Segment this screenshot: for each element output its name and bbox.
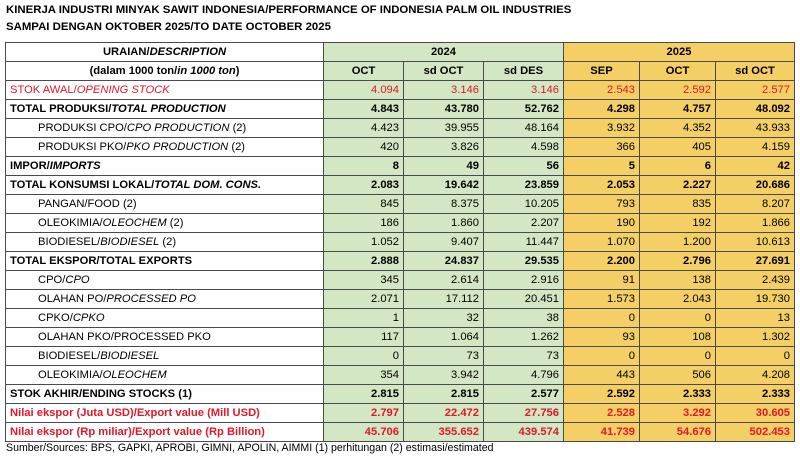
row-label: CPKO/CPKO (6, 309, 324, 328)
cell-2024-sd-oct: 1.860 (404, 214, 484, 233)
cell-2024-sd-oct: 22.472 (404, 404, 484, 423)
cell-2024-sd-oct: 43.780 (404, 100, 484, 119)
cell-2025-oct: 192 (640, 214, 716, 233)
row-imports (6, 157, 795, 176)
cell-2025-oct: 405 (640, 138, 716, 157)
cell-2024-sd-oct: 39.955 (404, 119, 484, 138)
cell-2025-sd-oct: 8.207 (716, 195, 795, 214)
row-total-production (6, 100, 795, 119)
cell-2025-sep: 3.932 (564, 119, 640, 138)
cell-2024-oct: 2.888 (324, 252, 404, 271)
cell-2025-oct: 506 (640, 366, 716, 385)
cell-2025-oct: 2.796 (640, 252, 716, 271)
report-subtitle: SAMPAI DENGAN OKTOBER 2025/TO DATE OCTOBER 2025 (6, 21, 331, 33)
cell-2024-sd-oct: 3.942 (404, 366, 484, 385)
row-total-domestic-consumption (6, 176, 795, 195)
row-label: Nilai ekspor (Rp miliar)/Export value (Rp Billion) (6, 423, 324, 442)
cell-2024-sd-oct: 3.146 (404, 81, 484, 100)
cell-2024-oct: 1 (324, 309, 404, 328)
cell-2024-sd-des: 1.262 (484, 328, 564, 347)
cell-2025-sep: 2.592 (564, 385, 640, 404)
cell-2025-sep: 41.739 (564, 423, 640, 442)
cell-2025-oct: 4.352 (640, 119, 716, 138)
cell-2024-sd-oct: 9.407 (404, 233, 484, 252)
cell-2024-oct: 8 (324, 157, 404, 176)
cell-2025-oct: 0 (640, 347, 716, 366)
row-label: TOTAL KONSUMSI LOKAL/TOTAL DOM. CONS. (6, 176, 324, 195)
cell-2025-oct: 138 (640, 271, 716, 290)
cell-2024-oct: 2.083 (324, 176, 404, 195)
cell-2024-sd-oct: 24.837 (404, 252, 484, 271)
cell-2024-sd-des: 2.577 (484, 385, 564, 404)
cell-2025-oct: 2.227 (640, 176, 716, 195)
cell-2025-sep: 366 (564, 138, 640, 157)
cell-2024-oct: 186 (324, 214, 404, 233)
cell-2024-sd-oct: 2.614 (404, 271, 484, 290)
cell-2024-sd-des: 4.598 (484, 138, 564, 157)
cell-2024-oct: 845 (324, 195, 404, 214)
row-label: BIODIESEL/BIODIESEL (2) (6, 233, 324, 252)
cell-2025-oct: 2.592 (640, 81, 716, 100)
cell-2025-sd-oct: 48.092 (716, 100, 795, 119)
cell-2025-oct: 3.292 (640, 404, 716, 423)
row-label: TOTAL PRODUKSI/TOTAL PRODUCTION (6, 100, 324, 119)
cell-2024-sd-oct: 8.375 (404, 195, 484, 214)
row-label: TOTAL EKSPOR/TOTAL EXPORTS (6, 252, 324, 271)
sources-footnote: Sumber/Sources: BPS, GAPKI, APROBI, GIMNI, APOLIN, AIMMI (1) perhitungan (2) estimasi/estimated (6, 442, 494, 454)
cell-2024-oct: 2.797 (324, 404, 404, 423)
cell-2025-sd-oct: 30.605 (716, 404, 795, 423)
cell-2024-sd-oct: 3.826 (404, 138, 484, 157)
cell-2025-oct: 54.676 (640, 423, 716, 442)
row-label: STOK AWAL/OPENING STOCK (6, 81, 324, 100)
row-export-value-usd (6, 404, 795, 423)
row-label: OLAHAN PKO/PROCESSED PKO (6, 328, 324, 347)
cell-2025-sep: 1.573 (564, 290, 640, 309)
cell-2025-sd-oct: 4.208 (716, 366, 795, 385)
cell-2024-oct: 420 (324, 138, 404, 157)
cell-2025-oct: 835 (640, 195, 716, 214)
row-opening-stock (6, 81, 795, 100)
cell-2024-oct: 0 (324, 347, 404, 366)
col-header-2025-sep: SEP (564, 62, 640, 81)
cell-2025-sep: 0 (564, 309, 640, 328)
row-label: BIODIESEL/BIODIESEL (6, 347, 324, 366)
cell-2024-sd-oct: 1.064 (404, 328, 484, 347)
report-title: KINERJA INDUSTRI MINYAK SAWIT INDONESIA/PERFORMANCE OF INDONESIA PALM OIL INDUSTRIES (6, 4, 572, 16)
cell-2025-sep: 2.053 (564, 176, 640, 195)
cell-2024-sd-des: 2.916 (484, 271, 564, 290)
cell-2024-sd-des: 3.146 (484, 81, 564, 100)
year-2025-header: 2025 (564, 43, 795, 62)
cell-2024-sd-des: 4.796 (484, 366, 564, 385)
row-label: IMPOR/IMPORTS (6, 157, 324, 176)
row-ending-stocks (6, 385, 795, 404)
cell-2025-sd-oct: 502.453 (716, 423, 795, 442)
cell-2024-sd-des: 29.535 (484, 252, 564, 271)
cell-2025-sd-oct: 13 (716, 309, 795, 328)
cell-2025-sd-oct: 20.686 (716, 176, 795, 195)
cell-2025-sd-oct: 2.333 (716, 385, 795, 404)
row-total-exports (6, 252, 795, 271)
cell-2025-sep: 2.543 (564, 81, 640, 100)
cell-2025-oct: 6 (640, 157, 716, 176)
cell-2025-oct: 2.333 (640, 385, 716, 404)
cell-2025-sep: 2.200 (564, 252, 640, 271)
cell-2024-sd-des: 2.207 (484, 214, 564, 233)
cell-2024-sd-oct: 19.642 (404, 176, 484, 195)
cell-2024-sd-des: 38 (484, 309, 564, 328)
row-food (6, 195, 795, 214)
col-header-2024-oct: OCT (324, 62, 404, 81)
description-header: URAIAN/DESCRIPTION (6, 43, 324, 62)
cell-2024-sd-oct: 17.112 (404, 290, 484, 309)
palm-oil-performance-table (5, 42, 795, 442)
year-2024-header: 2024 (324, 43, 564, 62)
cell-2025-sep: 443 (564, 366, 640, 385)
cell-2025-sd-oct: 42 (716, 157, 795, 176)
row-processed-pko-exports (6, 328, 795, 347)
cell-2024-sd-oct: 32 (404, 309, 484, 328)
row-biodiesel-consumption (6, 233, 795, 252)
row-oleochem-exports (6, 366, 795, 385)
row-processed-po-exports (6, 290, 795, 309)
cell-2025-sep: 93 (564, 328, 640, 347)
row-label: STOK AKHIR/ENDING STOCKS (1) (6, 385, 324, 404)
cell-2024-sd-oct: 73 (404, 347, 484, 366)
cell-2025-sd-oct: 19.730 (716, 290, 795, 309)
row-pko-production (6, 138, 795, 157)
cell-2025-sd-oct: 1.866 (716, 214, 795, 233)
cell-2024-sd-des: 56 (484, 157, 564, 176)
cell-2024-sd-des: 11.447 (484, 233, 564, 252)
cell-2024-oct: 45.706 (324, 423, 404, 442)
cell-2025-sd-oct: 10.613 (716, 233, 795, 252)
cell-2024-oct: 345 (324, 271, 404, 290)
cell-2024-oct: 4.843 (324, 100, 404, 119)
cell-2024-sd-des: 27.756 (484, 404, 564, 423)
cell-2025-sd-oct: 43.933 (716, 119, 795, 138)
cell-2024-oct: 117 (324, 328, 404, 347)
row-label: CPO/CPO (6, 271, 324, 290)
row-label: OLEOKIMIA/OLEOCHEM (6, 366, 324, 385)
col-header-2024-sd-oct: sd OCT (404, 62, 484, 81)
row-label: Nilai ekspor (Juta USD)/Export value (Mill USD) (6, 404, 324, 423)
cell-2025-sep: 2.528 (564, 404, 640, 423)
cell-2025-sep: 0 (564, 347, 640, 366)
cell-2024-sd-des: 439.574 (484, 423, 564, 442)
header-row-years (6, 43, 795, 62)
cell-2025-sep: 1.070 (564, 233, 640, 252)
cell-2024-sd-des: 52.762 (484, 100, 564, 119)
cell-2025-sd-oct: 1.302 (716, 328, 795, 347)
cell-2024-oct: 1.052 (324, 233, 404, 252)
row-biodiesel-exports (6, 347, 795, 366)
col-header-2025-oct: OCT (640, 62, 716, 81)
cell-2025-sep: 190 (564, 214, 640, 233)
cell-2025-sd-oct: 27.691 (716, 252, 795, 271)
unit-header: (dalam 1000 ton/in 1000 ton) (6, 62, 324, 81)
col-header-2024-sd-des: sd DES (484, 62, 564, 81)
cell-2025-oct: 108 (640, 328, 716, 347)
row-label: PRODUKSI CPO/CPO PRODUCTION (2) (6, 119, 324, 138)
row-cpo-exports (6, 271, 795, 290)
cell-2024-sd-des: 23.859 (484, 176, 564, 195)
col-header-2025-sd-oct: sd OCT (716, 62, 795, 81)
row-cpko-exports (6, 309, 795, 328)
cell-2025-oct: 2.043 (640, 290, 716, 309)
cell-2024-oct: 2.815 (324, 385, 404, 404)
row-cpo-production (6, 119, 795, 138)
row-label: OLAHAN PO/PROCESSED PO (6, 290, 324, 309)
cell-2025-oct: 4.757 (640, 100, 716, 119)
row-export-value-idr (6, 423, 795, 442)
cell-2025-sep: 91 (564, 271, 640, 290)
cell-2025-oct: 0 (640, 309, 716, 328)
cell-2025-oct: 1.200 (640, 233, 716, 252)
row-label: OLEOKIMIA/OLEOCHEM (2) (6, 214, 324, 233)
header-row-periods (6, 62, 795, 81)
cell-2025-sd-oct: 4.159 (716, 138, 795, 157)
cell-2025-sd-oct: 0 (716, 347, 795, 366)
cell-2024-sd-des: 10.205 (484, 195, 564, 214)
cell-2025-sep: 5 (564, 157, 640, 176)
row-label: PANGAN/FOOD (2) (6, 195, 324, 214)
cell-2024-sd-oct: 49 (404, 157, 484, 176)
cell-2024-sd-oct: 355.652 (404, 423, 484, 442)
row-label: PRODUKSI PKO/PKO PRODUCTION (2) (6, 138, 324, 157)
cell-2024-oct: 4.094 (324, 81, 404, 100)
cell-2025-sep: 793 (564, 195, 640, 214)
cell-2024-sd-des: 48.164 (484, 119, 564, 138)
cell-2024-oct: 354 (324, 366, 404, 385)
cell-2024-oct: 2.071 (324, 290, 404, 309)
cell-2024-sd-des: 20.451 (484, 290, 564, 309)
cell-2024-sd-des: 73 (484, 347, 564, 366)
row-oleochem-consumption (6, 214, 795, 233)
cell-2025-sd-oct: 2.439 (716, 271, 795, 290)
cell-2024-oct: 4.423 (324, 119, 404, 138)
cell-2025-sep: 4.298 (564, 100, 640, 119)
cell-2025-sd-oct: 2.577 (716, 81, 795, 100)
cell-2024-sd-oct: 2.815 (404, 385, 484, 404)
